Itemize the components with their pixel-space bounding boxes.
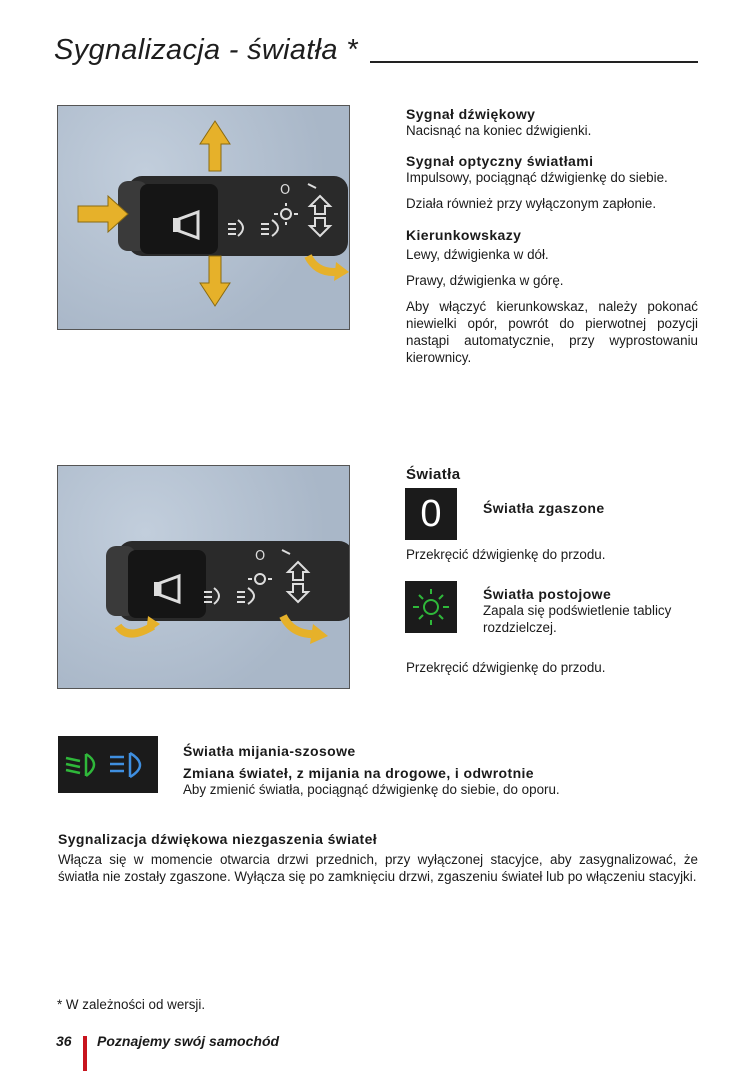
beam-icons	[58, 736, 158, 793]
horn-text: Nacisnąć na koniec dźwigienki.	[406, 123, 592, 138]
warning-title: Sygnalizacja dźwiękowa niezgaszenia świateł	[58, 831, 378, 847]
flash-title: Sygnał optyczny światłami	[406, 153, 594, 169]
zero-symbol: 0	[420, 493, 442, 535]
parking-symbol	[405, 581, 457, 633]
lights-off-instruction: Przekręcić dźwigienkę do przodu.	[406, 547, 606, 562]
page-title: Sygnalizacja - światła *	[54, 34, 358, 66]
lights-off-label: Światła zgaszone	[483, 500, 605, 516]
turn-note: Aby włączyć kierunkowskaz, należy pokonać niewielki opór, powrót do pierwotnej pozycji nastąpi automatycznie, przy wyprostowaniu kierownicy.	[406, 299, 698, 365]
parking-light-green-icon	[405, 581, 457, 633]
footer-accent-bar	[83, 1036, 87, 1071]
main-beam-blue-icon	[110, 753, 140, 777]
stalk-illustration-2	[58, 466, 349, 688]
arrow-up-yellow-icon	[200, 121, 230, 171]
lights-off-symbol	[405, 488, 457, 540]
stalk-illustration	[58, 106, 349, 329]
beam-symbol	[58, 736, 158, 793]
footnote: * W zależności od wersji.	[57, 997, 206, 1012]
turn-left: Lewy, dźwigienka w dół.	[406, 247, 549, 262]
horn-title: Sygnał dźwiękowy	[406, 106, 536, 122]
svg-text:O: O	[280, 183, 291, 198]
warning-block	[58, 831, 698, 885]
title-rule	[370, 61, 698, 63]
stalk-photo-horn	[57, 105, 350, 330]
parking-instruction: Przekręcić dźwigienkę do przodu.	[406, 660, 606, 675]
parking-text-block	[483, 586, 698, 636]
lights-title: Światła	[406, 466, 461, 483]
beam-title: Światła mijania-szosowe	[183, 743, 356, 759]
turn-right: Prawy, dźwigienka w górę.	[406, 273, 564, 288]
parking-text: Zapala się podświetlenie tablicy rozdzielczej.	[483, 603, 672, 635]
warning-text: Włącza się w momencie otwarcia drzwi przednich, przy wyłączonej stacyjce, aby zasygnalizować, że światła nie zostały zgaszone. Wyłącza się po zamknięciu drzwi, zgaszeniu świateł lub po włączeniu stacyjki.	[58, 852, 698, 884]
svg-text:O: O	[255, 549, 266, 564]
stalk-photo-lights	[57, 465, 350, 689]
arrow-down-yellow-icon	[200, 256, 230, 306]
rotate-arrow-icon	[308, 256, 349, 281]
flash-text-2: Działa również przy wyłączonym zapłonie.	[406, 196, 657, 211]
beam-text: Aby zmienić światła, pociągnąć dźwigienkę do siebie, do oporu.	[183, 782, 560, 797]
flash-text: Impulsowy, pociągnąć dźwigienkę do siebie.	[406, 170, 668, 185]
beam-text-block	[183, 743, 698, 798]
turn-title: Kierunkowskazy	[406, 227, 522, 243]
horn-flash-indicator-text	[406, 106, 698, 366]
beam-subtitle: Zmiana świateł, z mijania na drogowe, i odwrotnie	[183, 765, 534, 781]
dipped-beam-green-icon	[66, 754, 94, 776]
parking-label: Światła postojowe	[483, 586, 612, 602]
page-number: 36	[56, 1033, 72, 1049]
footer-section-title: Poznajemy swój samochód	[97, 1033, 280, 1049]
